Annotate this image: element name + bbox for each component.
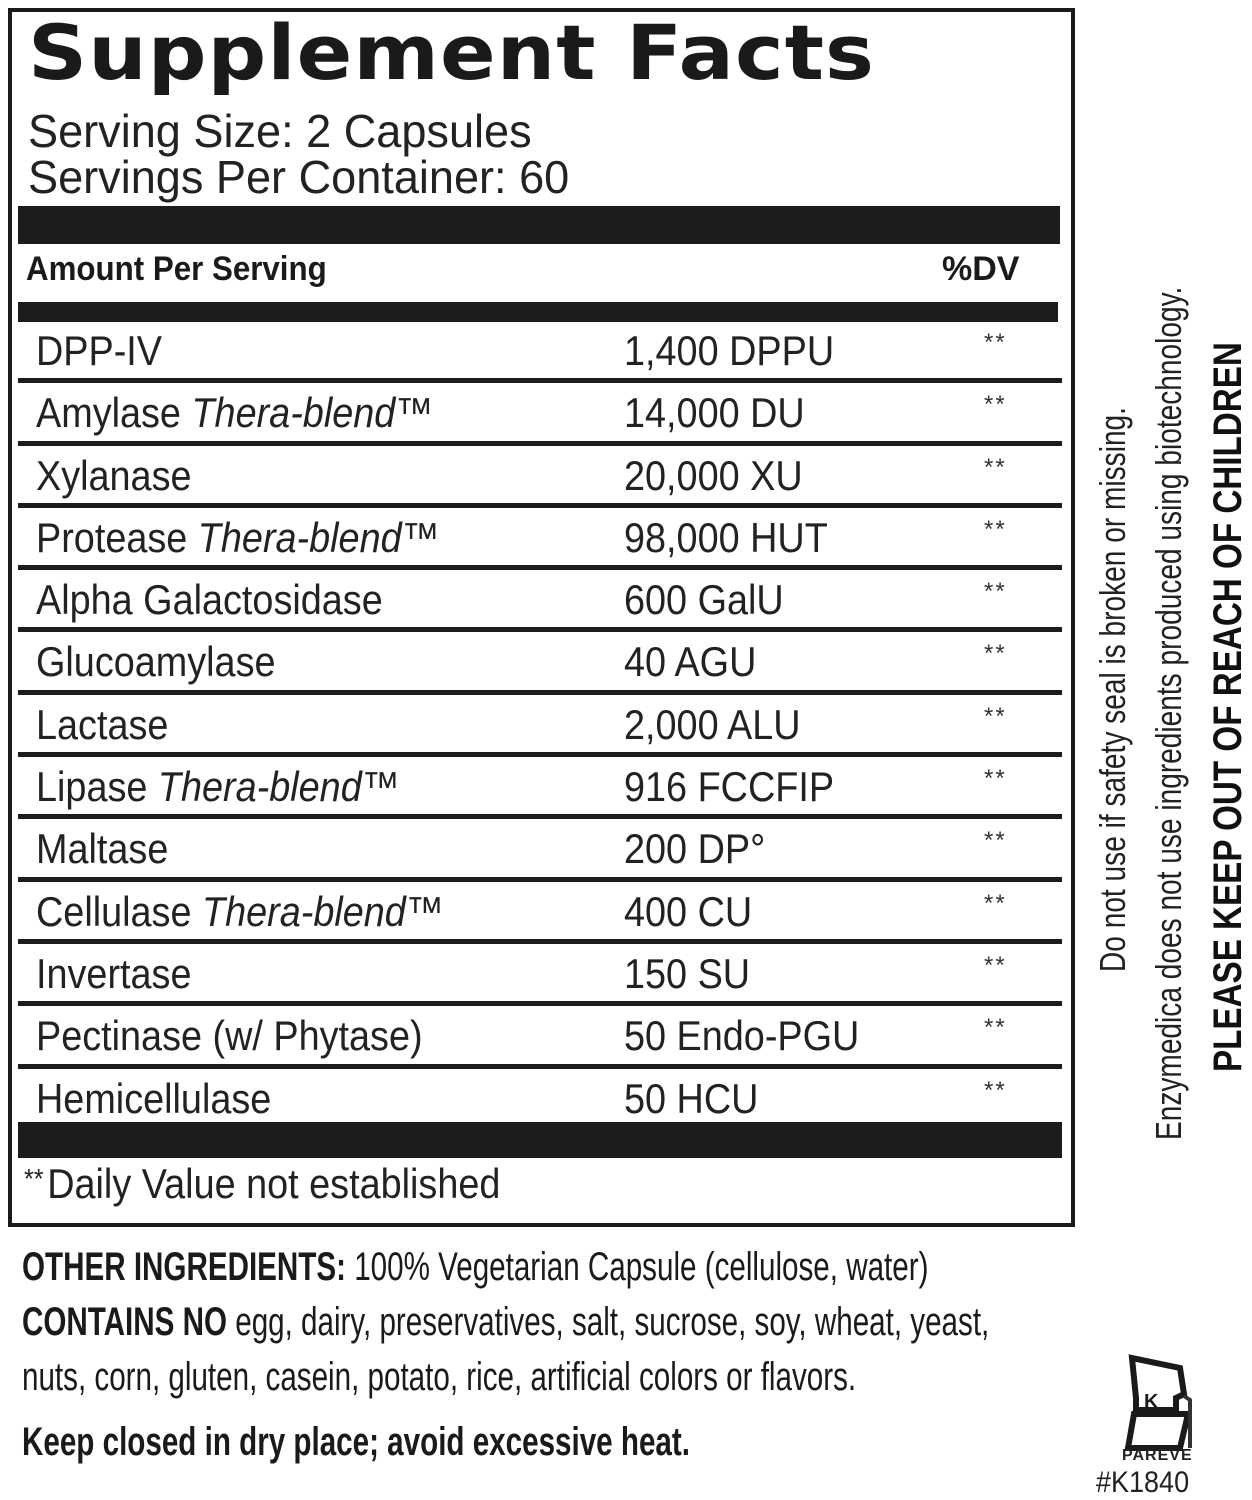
kosher-label: PAREVE [1122,1447,1193,1464]
ingredient-dv: ** [984,702,1007,730]
ingredient-dv: ** [984,889,1007,917]
ingredient-row [18,570,1062,632]
ingredient-amount: 600 GalU [624,576,784,624]
contains-no [22,1300,989,1345]
ingredient-amount: 2,000 ALU [624,700,801,748]
ingredient-dv: ** [984,827,1007,855]
ingredient-dv: ** [984,640,1007,668]
servings-per-container: Servings Per Container: 60 [28,151,570,203]
ingredient-name: Protease Thera-blend™ [36,513,440,561]
medium-divider [18,302,1058,322]
ingredient-name: Hemicellulase [36,1074,272,1122]
other-ingredients [22,1245,928,1290]
other-ingredients-label: OTHER INGREDIENTS: [22,1245,346,1289]
storage-instructions: Keep closed in dry place; avoid excessive heat. [22,1420,690,1464]
ingredient-row [18,882,1062,944]
ingredient-amount: 200 DP° [624,825,766,873]
ingredient-row [18,321,1062,383]
ingredient-name: Invertase [36,949,192,997]
footnote-stars: ** [24,1163,44,1194]
ingredient-dv: ** [984,1076,1007,1104]
ingredient-row [18,632,1062,694]
ingredient-amount: 14,000 DU [624,389,805,437]
ingredient-name: Alpha Galactosidase [36,576,383,624]
thick-divider-top [18,206,1060,244]
thick-divider-bottom [18,1122,1062,1158]
ingredient-amount: 150 SU [624,949,751,997]
amount-per-serving-header: Amount Per Serving [26,250,327,288]
other-ingredients-text: 100% Vegetarian Capsule (cellulose, water) [345,1245,929,1289]
ingredient-row [18,695,1062,757]
ingredient-dv: ** [984,391,1007,419]
ingredient-name: Cellulase Thera-blend™ [36,887,444,935]
safety-seal-warning: Do not use if safety seal is broken or missing. [1092,407,1133,973]
ingredient-dv: ** [984,1014,1007,1042]
ingredient-amount: 50 HCU [624,1074,759,1122]
ingredient-row [18,508,1062,570]
ingredient-name: Xylanase [36,451,192,499]
ingredient-name: Pectinase (w/ Phytase) [36,1012,423,1060]
kosher-k-icon [1118,1348,1198,1458]
blend-label: Thera-blend™ [157,763,400,811]
ingredient-row [18,1006,1062,1068]
panel-title: Supplement Facts [28,8,875,97]
ingredient-amount: 50 Endo-PGU [624,1012,860,1060]
ingredient-amount: 98,000 HUT [624,513,828,561]
ingredient-name: Glucoamylase [36,638,276,686]
ingredient-row [18,446,1062,508]
ingredient-amount: 916 FCCFIP [624,763,835,811]
blend-label: Thera-blend™ [191,389,434,437]
ingredient-name: Amylase Thera-blend™ [36,389,434,437]
dv-footnote [24,1160,500,1208]
contains-no-text: egg, dairy, preservatives, salt, sucrose, soy, wheat, yeast, [227,1300,990,1344]
ingredient-name: Maltase [36,825,169,873]
blend-label: Thera-blend™ [197,513,440,561]
svg-text:K: K [1144,1391,1159,1413]
biotech-note: Enzymedica does not use ingredients produced using biotechnology. [1148,286,1189,1141]
dv-header: %DV [942,250,1020,288]
ingredient-name: Lipase Thera-blend™ [36,763,400,811]
ingredient-row [18,757,1062,819]
ingredient-row [18,819,1062,881]
contains-no-continued: nuts, corn, gluten, casein, potato, rice, artificial colors or flavors. [22,1355,857,1399]
ingredient-dv: ** [984,515,1007,543]
ingredient-dv: ** [984,951,1007,979]
ingredient-amount: 20,000 XU [624,451,803,499]
ingredient-dv: ** [984,578,1007,606]
footnote-text: Daily Value not established [47,1160,501,1207]
ingredient-amount: 1,400 DPPU [624,327,835,374]
serving-size: Serving Size: 2 Capsules [28,105,532,157]
ingredient-dv: ** [984,765,1007,793]
ingredient-amount: 40 AGU [624,638,757,686]
blend-label: Thera-blend™ [201,887,444,935]
ingredient-amount: 400 CU [624,887,753,935]
children-warning: PLEASE KEEP OUT OF REACH OF CHILDREN [1206,342,1250,1072]
ingredient-name: Lactase [36,700,169,748]
ingredient-name: DPP-IV [36,327,163,374]
ingredient-table [18,321,1062,1131]
ingredient-dv: ** [984,453,1007,481]
product-sku: #K1840 [1096,1466,1190,1499]
ingredient-row [18,944,1062,1006]
ingredient-dv: ** [984,329,1007,356]
contains-no-label: CONTAINS NO [22,1300,228,1344]
ingredient-row [18,383,1062,445]
